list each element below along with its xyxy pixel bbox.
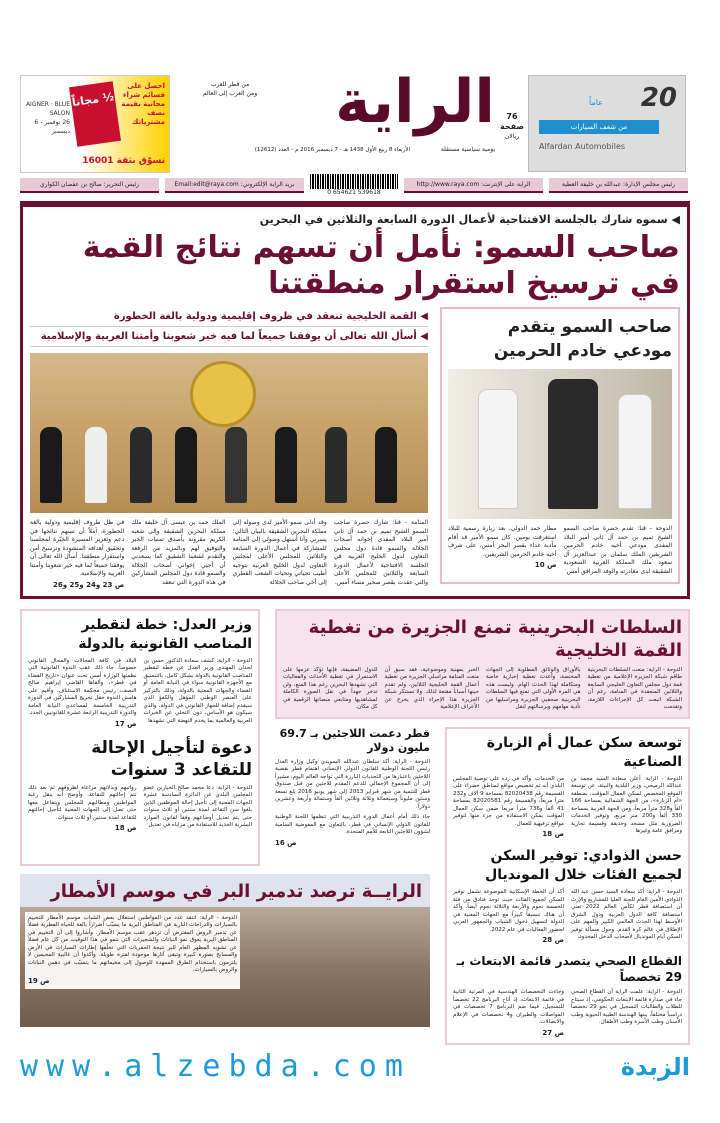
jazeera-body: الدوحة - الراية: منعت السلطات البحرينية طاقم شبكة الجزيرة الإعلامية من تغطية قمة دول مجلس التعاون الخليجي السابعة والثلاثين المنعقدة في المنامة، رغم أن الشبكة اتبعت كل الإجراءات اللازمة، وتقدمت بالأوراق والوثائق المطلوبة إلى الجهات المختصة، وأعدت تغطية إخبارية خاصة ومتكاملة لهذا الحدث الهام. وليست هذه هي المرة الأولى التي تمنع فيها السلطات البحرينية صحفيي الجزيرة ومراسليها من تأدية مهامهم وبرسالتهم لنقل الخبر بمهنية وموضوعية، فقد سبق أن منعت المنامة مراسلي الجزيرة من تغطية أعمال القمة الخليجية الثلاثين، ولم تقدم حينها أسباباً مقنعة لذلك. ولا تستنكر شبكة الجزيرة هذا الإجراء الذي يخرج عن الأعراف الإعلامية للدول المضيفة، فإنها تؤكد عزمها على الاستمرار في تغطية الأحداث والفعاليات التي تشهدها البحرين رغم هذا المنع، ولن تدخر جهداً في نقل الصورة الكاملة لمشاهديها ومتابعي منصاتها الرقمية في كل مكان. xyxy=(283,666,682,710)
ad-brands: AIGNER · BLUE SALON 26 نوفمبر - 6 ديسمبر xyxy=(25,101,70,135)
gcc-emblem xyxy=(190,361,256,427)
barcode: 0 654621 539618 xyxy=(310,174,398,196)
page-ref: ص 19 xyxy=(28,976,50,985)
tagline: يومية سياسية مستقلة xyxy=(440,146,495,153)
right-column xyxy=(445,727,690,1045)
justice-body: الدوحة - الراية: كشف سعادة الدكتور حسن بن لحدان المهندي وزير العدل عن خطة لتقطير المناصب القانونية بالدولة بشكل كامل، بالتنسيق مع الأجهزة القانونية سواء في النيابة العامة أو القضاء والجهات المعنية بالدولة، وذلك بالتركيز على العنصر الوطني المؤهل والكفؤ الذي سيقدم إضافة للجهاز القانوني في الدولة، والذي سيكون هو الأساس، دون التخلي عن الخبرات العربية والعالمية بما يخدم النهضة التي تشهدها البلاد في كافة المجالات والمجال القانوني خصوصاً. جاء ذلك عقب الندوة القانونية التي نظمتها الوزارة أمس تحت عنوان «تاريخ القضاء في قطر»، وألقاها القاضي إبراهيم صالح النصف، رئيس محكمة الاستئناف. وأقيم على هامش الندوة حفل تخريج المشاركين في الدورة التدريبية الخامسة لمساعدي النيابة العامة والدورة التدريبية الرابعة عشرة للقانونيين الجدد. ص 17 xyxy=(28,657,252,728)
watermark xyxy=(20,1049,690,1085)
page-ref: ص 18 xyxy=(542,830,564,838)
thawadi-body: الدوحة - الراية: أكد سعادة السيد حسن عبد الله الذوادي الأمين العام للجنة العليا للمشاريع والإرث أن استضافة قطر لكأس العالم 2022 تعني استضافة كافة الدول العربية ودول الشرق الأوسط لهذا الحدث العالمي الكبير والمهم على الإطلاق في عالم كرة القدم. وحول مسألة توفير السكن أيام المونديال لأصحاب الدخل المحدود، أكد أن الخطة الإسكانية الموضوعة تشمل توفير السكن لجميع الفئات حيث توجد فنادق من فئة الخمسة نجوم والأربعة والثلاثة نجوم أيضاً. وأكد أن هناك تنسيقاً كبيراً مع الجهات المعنية في الدولة لتسهيل دخول الشباب والجمهور العربي لحضور الفعاليات في عام 2022. ص 28 xyxy=(453,889,682,944)
zubara-body: الدوحة - الراية: أعلن سعادة السيد محمد بن عبدالله الرميحي، وزير البلدية والبيئة، عن توسعة الموقع المخصص لسكن العمال المؤقت، بمنطقة «أم الزبارة»، من الجهة الشمالية بمساحة 166 ألفاً و328 متراً مربعاً، ومن الجهة الغربية بمساحة 330 ألفاً و200 متر مربع، وتوفير الخدمات الضرورية مثل مسجد وحديقة وقسيمة تجارية ومرافق عامة وغيرها من الخدمات. وأكد في رده على توصية المجلس البلدي أنه تم تخصيص مواقع لمناطق خضراء على القسيمة رقم 82020438 بمساحة 9 آلاف و232 متراً مربعاً، والقسيمة رقم 82020581 بمساحة 41 ألفاً و736 متراً مربعاً ضمن سكن العمال المؤقت يمكن الاستفادة من جزء منها لتوفير مواقع ترفيهية للعمال. ص 18 xyxy=(453,775,682,838)
refugees-body: الدوحة - الراية: أكد سلطان عبدالله السويدي وكيل وزارة العدل رئيس اللجنة الوطنية للقانون الدولي الإنساني اهتمام قطر بقضية اللاجئين باعتبارها من التحديات البارزة التي تواجه العالم اليوم، مشيراً إلى أن المجموع الإجمالي للدعم المقدم للاجئين من قبل صندوق قطر للتنمية من شهر فبراير 2013 إلى شهر يونيو 2016 بلغ تسعة وستين مليوناً وسبعمائة وثلاثة وثلاثين ألفاً وستمائة وأربعة وعشرين دولاراً. جاء ذلك أمام أعمال الدورة التدريبية التي تنظمها اللجنة الوطنية للقانون الدولي الإنساني في قطر، بالتعاون مع المفوضية السامية لشؤون اللاجئين التابعة للأمم المتحدة. ص 16 xyxy=(275,758,430,847)
lead-headline[interactable]: صاحب السمو: نأمل أن تسهم نتائج القمة في ترسيخ استقرار منطقتنا xyxy=(82,230,680,301)
page-count: 76 صفحة ريالان xyxy=(500,112,525,140)
desert-headline[interactable]: الرايــة ترصد تدمير البر في موسم الأمطار xyxy=(50,880,422,902)
refugees-story[interactable] xyxy=(275,727,430,866)
page-ref: ص 28 xyxy=(542,936,564,944)
health-headline[interactable]: القطاع الصحي يتصدر قائمة الابتعاث بـ 29 تخصصاً xyxy=(456,954,682,984)
justice-headline[interactable]: وزير العدل: خطة لتقطير المناصب القانونية بالدولة xyxy=(78,616,252,652)
lower-band xyxy=(20,609,690,1045)
website-link[interactable]: الراية على الإنترنت: http://www.raya.com xyxy=(404,178,543,193)
jazeera-headline[interactable]: السلطات البحرينية تمنع الجزيرة من تغطية القمة الخليجية xyxy=(308,616,682,661)
page-ref: ص 10 xyxy=(534,561,557,569)
side-story[interactable] xyxy=(440,307,680,584)
left-column xyxy=(20,609,260,866)
lead-kicker: ◀ سموه شارك بالجلسة الافتتاحية لأعمال الدورة السابعة والثلاثين في البحرين xyxy=(259,213,680,226)
retire-headline[interactable]: دعوة لتأجيل الإحالة للتقاعد 3 سنوات xyxy=(91,737,252,780)
advertisement-right[interactable] xyxy=(528,75,686,172)
dateline: الأربعاء 8 ربيع الأول 1438 هـ - 7 ديسمبر 2016 م - العدد (12612) xyxy=(254,147,410,153)
ad-tag: ½ مجاناً xyxy=(69,81,121,147)
thawadi-headline[interactable]: حسن الذوادي: توفير السكن لجميع الفئات خلال المونديال xyxy=(485,848,682,883)
slogan: من قطر للعرب ومن العرب إلى العالم xyxy=(202,81,258,97)
ad-shop: تسوّق بثقة 16001 xyxy=(82,156,165,166)
advertisement-left[interactable] xyxy=(20,75,170,173)
watermark-url: www.alzebda.com xyxy=(20,1048,411,1084)
masthead xyxy=(195,66,495,170)
zubara-headline[interactable]: توسعة سكن عمال أم الزبارة الصناعية xyxy=(486,734,682,770)
ad-line: من شغف السيارات xyxy=(539,120,659,134)
page-ref: ص 16 xyxy=(275,838,297,847)
desert-photo[interactable] xyxy=(20,907,430,1027)
desert-story[interactable] xyxy=(20,874,430,1045)
bullet-item: ◀ أسأل الله تعالى أن يوفقنا جميعاً لما فيه خير شعوبنا وأمتنا العربية والإسلامية xyxy=(30,327,428,347)
lead-story[interactable] xyxy=(20,204,690,599)
page-body xyxy=(20,201,690,1085)
lead-body: المنامة - قنا: شارك حضرة صاحب السمو الشيخ تميم بن حمد آل ثاني أمير البلاد المفدى إخوانه أصحاب الجلالة والسمو قادة دول مجلس التعاون لدول الخليج العربية في الجلسة الافتتاحية لأعمال الدورة السابعة والثلاثين للمجلس الأعلى والتي عقدت بقصر صخير مساء أمس. وقد أدلى سمو الأمير لدى وصوله إلى مملكة البحرين الشقيقة بالبيان التالي: يسرني وأنا أستهل وصولي إلى المنامة للمشاركة في أعمال الدورة السابعة والثلاثين للمجلس الأعلى لمجلس التعاون لدول الخليج العربية بتوجيه أطيب تحياتي وتحيات الشعب القطري إلى أخي صاحب الجلالة الملك حمد بن عيسى آل خليفة ملك مملكة البحرين الشقيقة وإلى شعبه الكريم مقرونة بأصدق تمنيات الخير والتوفيق لهم وبالمزيد من الرفعة والتقدم لشعبنا الشقيق كما يسعدني أن أحيي إخواني أصحاب الجلالة والسمو قادة دول المجلس المشاركين في هذه الدورة التي تنعقد في ظل ظروف إقليمية ودولية بالغة الخطورة، آملاً أن تسهم نتائجها في دعم وتعزيز المسيرة الخيّرة لمجلسنا وتحقيق أهدافه المنشودة وترسيخ أمن واستقرار منطقتنا. أسأل الله تعالى أن يوفقنا جميعاً لما فيه خير شعوبنا وأمتنا العربية والإسلامية. ص 23 و24 و25 و26 xyxy=(30,519,428,589)
health-body: الدوحة - الراية: علمت الراية أن القطاع الصحي جاء في صدارة قائمة الابتعاث الحكومي، إذ سيتاح للطلاب والطالبات التسجيل في نحو 29 تخصصاً دراسياً مختلفاً، بينها الهندسة الطبية الحيوية وطب الأسنان وطب الأسرة وطب الأطفال. وجاءت التخصصات الهندسية في المرتبة الثانية في قائمة الابتعاث، إذ أتاح البرنامج 22 تخصصاً للتسجيل، فيما ضم البرنامج 7 تخصصات في المواصلات والطيران و4 تخصصات في الإعلام والاتصالات. ص 27 xyxy=(453,989,682,1037)
ad-brand: Alfardan Automobiles xyxy=(539,142,626,151)
newspaper-logo: الراية xyxy=(335,67,495,137)
desert-body: الدوحة - الراية: انتقد عدد من المواطنين استغلال بعض الشباب موسم الأمطار للتخييم بالسيارات والدراجات النارية في المناطق البرية ما يسبّب أضراراً بالغة للحياة الفطرية فضلاً عن تدمير الروض المفترض أن تزدهر عقب موسم الأمطار. وأشاروا إلى أن التخييم في المناطق البرية يعوق نمو النباتات والشجيرات التي تنمو في هذا التوقيت من كل عام فضلاً عن تشويه المظهر العام للبر نتيجة الحفريات التي تخلّفها إطارات السيارات في الأرض والمسابح بصورة كبيرة وتبقى آثارها موجودة لفترة طويلة. وأكدوا أن غالبية المخيمين لا يلتزمون باستخدام الطرق الممهدة للوصول إلى مخيماتهم ما يتسبّب في دهس النباتات والروض بالسيارات. ص 19 xyxy=(25,912,240,989)
refugees-headline[interactable]: قطر دعمت اللاجئين بـ 69.7 مليون دولار xyxy=(279,726,430,754)
email-link[interactable]: بريد الراية الإلكتروني: Email:edit@raya.com xyxy=(165,178,304,193)
retire-body: الدوحة - الراية: دعا محمد صالح الخيارين عضو المجلس البلدي عن الدائرة السادسة عشرة الجهات المعنية إلى تأجيل إحالة الموظفين الذين بلغوا سن التقاعد لمدة سنتين أو ثلاث سنوات حتى يتم تعديل أوضاعهم وفقاً لقانون الموارد البشرية الجديد للاستفادة من مزاياه في تعديل رواتبهم وبدلاتهم مراعاة لظروفهم ثم بعد ذلك تتم إحالتهم للتقاعد. وأوضح أنه ينقل رغبة المواطنين ومطالبهم للمجلس ويتفاعل معها حتى تصل إلى الجهات المعنية لتأجيل إحالتهم للتقاعد لمدة سنتين أو ثلاث سنوات. ص 18 xyxy=(28,784,252,832)
editor-in-chief: رئيس التحرير: صالح بن عفصان الكواري xyxy=(20,178,159,193)
page-ref: ص 23 و24 و25 و26 xyxy=(53,580,125,589)
side-headline[interactable]: صاحب السمو يتقدم مودعي خادم الحرمين xyxy=(493,317,672,361)
page-ref: ص 17 xyxy=(114,719,137,728)
farewell-photo[interactable] xyxy=(448,369,672,519)
watermark-logo: الزبدة xyxy=(620,1052,690,1081)
ad-text: احصل على قسائم شراء مجانية بقيمة نصف مشترياتك xyxy=(121,82,165,126)
bullet-item: ◀ القمة الخليجية تنعقد في ظروف إقليمية ودولية بالغة الخطورة xyxy=(30,307,428,327)
masthead-strip xyxy=(20,172,688,198)
page-ref: ص 18 xyxy=(114,824,137,832)
side-body: الدوحة - قنا: تقدم حضرة صاحب السمو الشيخ تميم بن حمد آل ثاني أمير البلاد المفدى مودعي أخيه خادم الحرمين الشريفين الملك سلمان بن عبدالعزيز آل سعود ملك المملكة العربية السعودية الشقيقة لدى مغادرته والوفد المرافق أمس مطار حمد الدولي، بعد زيارة رسمية للبلاد استغرقت يومين. كان سمو الأمير قد أقام مأدبة غداء بقصر البحر أمس، على شرف أخيه خادم الحرمين الشريفين. ص 10 xyxy=(448,525,672,575)
chairman: رئيس مجلس الإدارة: عبدالله بن خليفة العطية xyxy=(549,178,688,193)
summit-photo[interactable] xyxy=(30,353,428,513)
lead-bullets xyxy=(30,307,428,347)
ad-number: 20 xyxy=(640,83,677,113)
page-ref: ص 27 xyxy=(542,1028,564,1037)
jazeera-story[interactable] xyxy=(275,609,690,719)
ad-years: عاماً xyxy=(589,98,603,107)
